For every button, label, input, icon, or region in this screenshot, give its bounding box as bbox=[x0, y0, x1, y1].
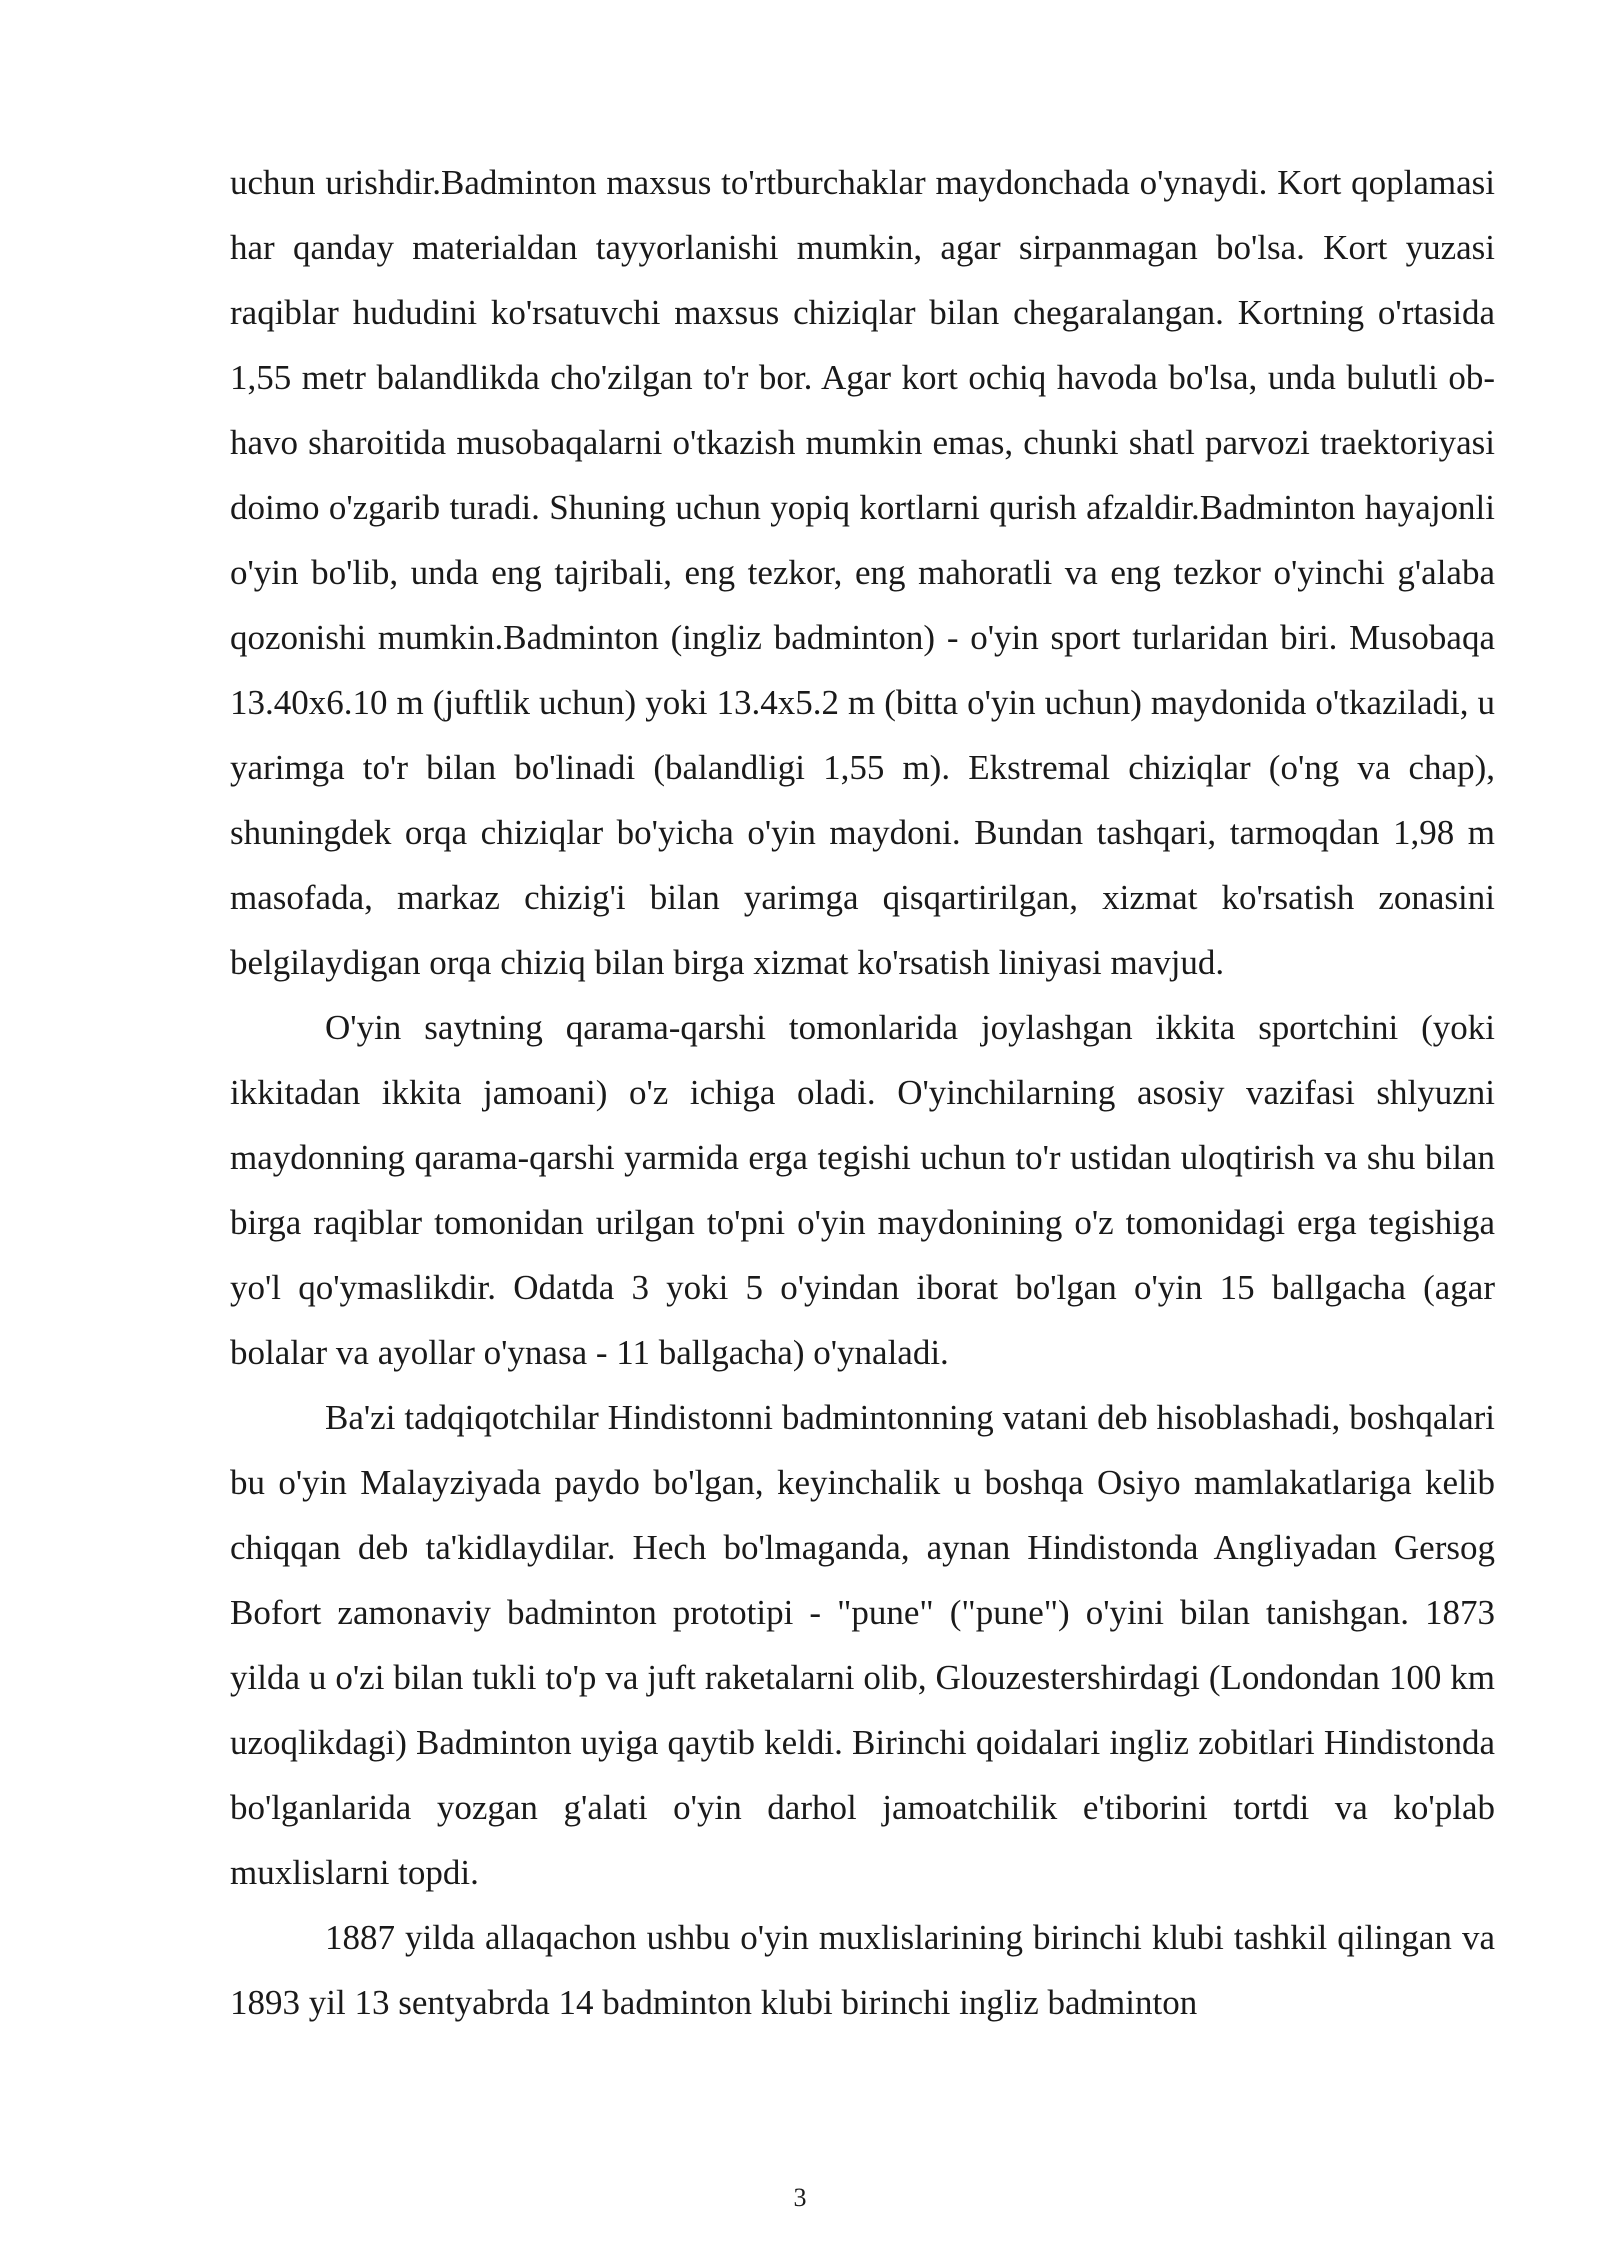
paragraph-continuation: uchun urishdir.Badminton maxsus to'rtburchaklar maydonchada o'ynaydi. Kort qoplamasi har qanday materialdan tayyorlanishi mumkin, agar sirpanmagan bo'lsa. Kort yuzasi raqiblar hududini ko'rsatuvchi maxsus chiziqlar bilan chegaralangan. Kortning o'rtasida 1,55 metr balandlikda cho'zilgan to'r bor. Agar kort ochiq havoda bo'lsa, unda bulutli ob-havo sharoitida musobaqalarni o'tkazish mumkin emas, chunki shatl parvozi traektoriyasi doimo o'zgarib turadi. Shuning uchun yopiq kortlarni qurish afzaldir.Badminton hayajonli o'yin bo'lib, unda eng tajribali, eng tezkor, eng mahoratli va eng tezkor o'yinchi g'alaba qozonishi mumkin.Badminton (ingliz badminton) - o'yin sport turlaridan biri. Musobaqa 13.40x6.10 m (juftlik uchun) yoki 13.4x5.2 m (bitta o'yin uchun) maydonida o'tkaziladi, u yarimga to'r bilan bo'linadi (balandligi 1,55 m). Ekstremal chiziqlar (o'ng va chap), shuningdek orqa chiziqlar bo'yicha o'yin maydoni. Bundan tashqari, tarmoqdan 1,98 m masofada, markaz chizig'i bilan yarimga qisqartirilgan, xizmat ko'rsatish zonasini belgilaydigan orqa chiziq bilan birga xizmat ko'rsatish liniyasi mavjud. bbox=[230, 163, 1495, 982]
page-number: 3 bbox=[793, 2183, 807, 2212]
body-text bbox=[230, 150, 1495, 2035]
paragraph-game-rules: O'yin saytning qarama-qarshi tomonlarida joylashgan ikkita sportchini (yoki ikkitadan ikkita jamoani) o'z ichiga oladi. O'yinchilarning asosiy vazifasi shlyuzni maydonning qarama-qarshi yarmida erga tegishi uchun to'r ustidan uloqtirish va shu bilan birga raqiblar tomonidan urilgan to'pni o'yin maydonining o'z tomonidagi erga tegishiga yo'l qo'ymaslikdir. Odatda 3 yoki 5 o'yindan iborat bo'lgan o'yin 15 ballgacha (agar bolalar va ayollar o'ynasa - 11 ballgacha) o'ynaladi. bbox=[230, 1008, 1495, 1372]
paragraph-first-clubs: 1887 yilda allaqachon ushbu o'yin muxlislarining birinchi klubi tashkil qilingan va 1893 yil 13 sentyabrda 14 badminton klubi birinchi ingliz badminton bbox=[230, 1918, 1495, 2022]
paragraph-history-origin: Ba'zi tadqiqotchilar Hindistonni badmintonning vatani deb hisoblashadi, boshqalari bu o'yin Malayziyada paydo bo'lgan, keyinchalik u boshqa Osiyo mamlakatlariga kelib chiqqan deb ta'kidlaydilar. Hech bo'lmaganda, aynan Hindistonda Angliyadan Gersog Bofort zamonaviy badminton prototipi - "pune" ("pune") o'yini bilan tanishgan. 1873 yilda u o'zi bilan tukli to'p va juft raketalarni olib, Glouzestershirdagi (Londondan 100 km uzoqlikdagi) Badminton uyiga qaytib keldi. Birinchi qoidalari ingliz zobitlari Hindistonda bo'lganlarida yozgan g'alati o'yin darhol jamoatchilik e'tiborini tortdi va ko'plab muxlislarni topdi. bbox=[230, 1398, 1495, 1892]
